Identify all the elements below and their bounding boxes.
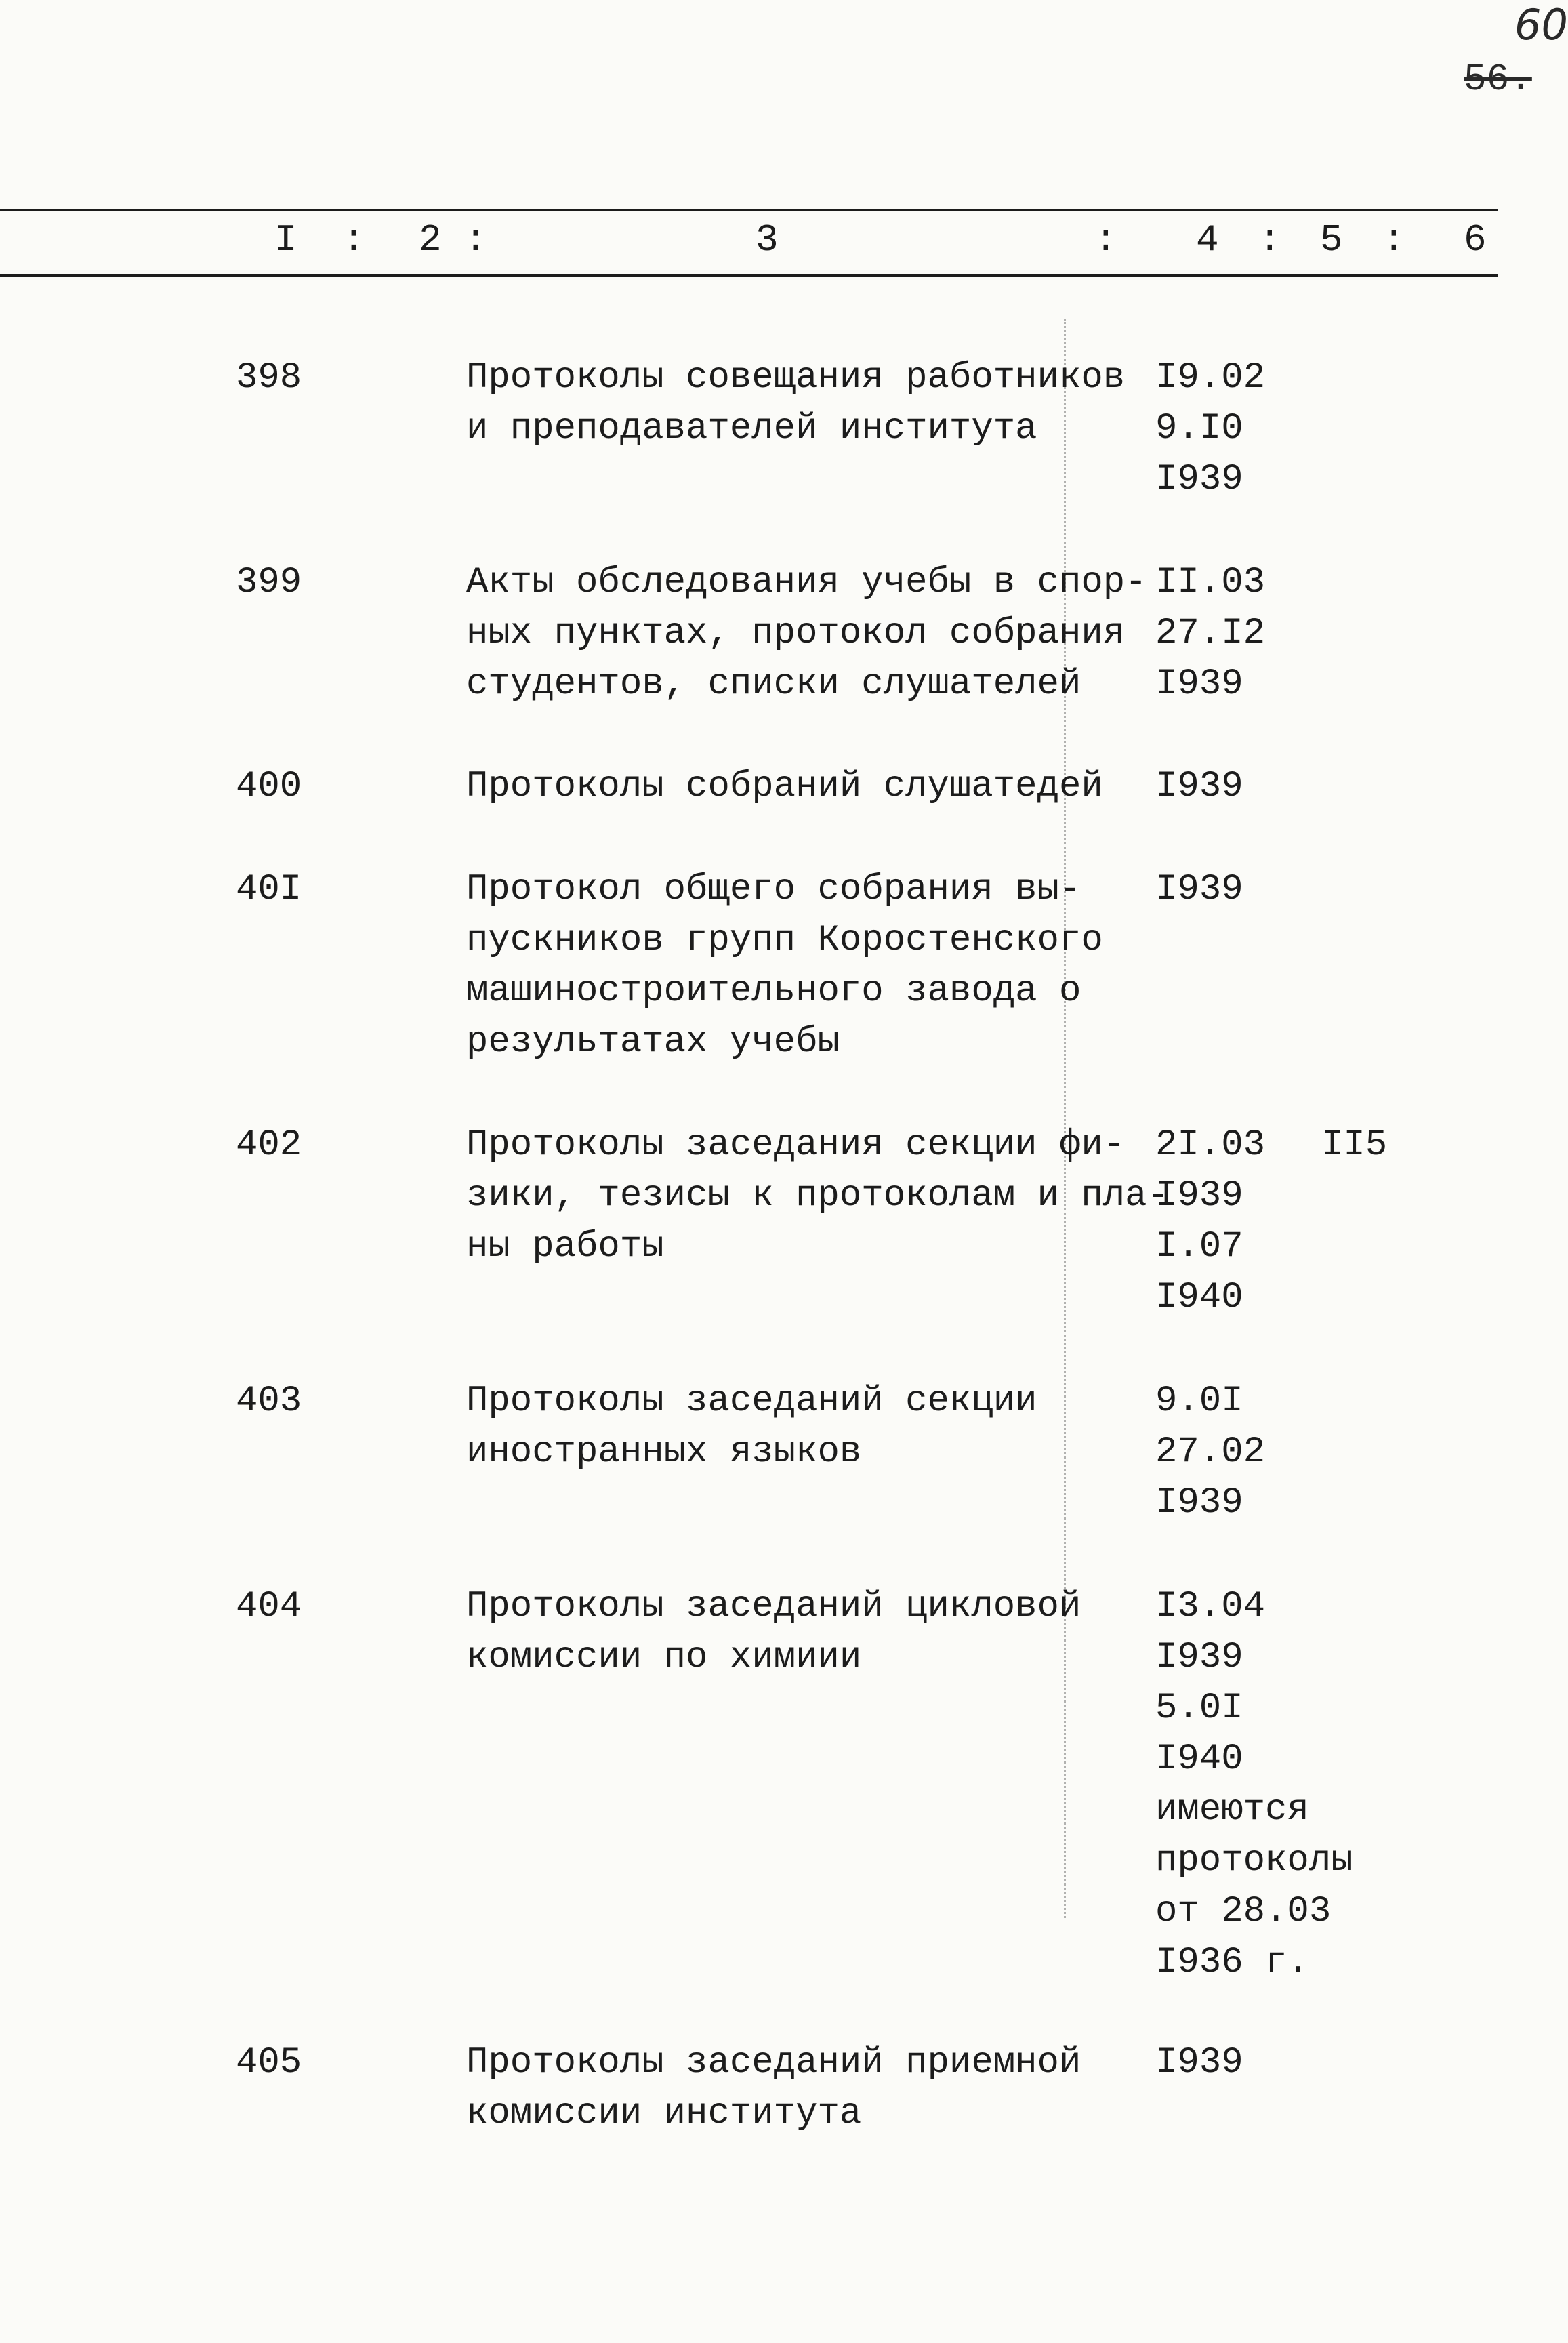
- header-rule-top: [0, 209, 1498, 211]
- row-date-line: I939: [1155, 459, 1243, 500]
- row-number: 400: [236, 766, 302, 807]
- row-title-line: результатах учебы: [466, 1021, 840, 1063]
- header-separator: :: [1258, 218, 1281, 262]
- row-dates: [1155, 864, 1243, 915]
- header-col-4: 4: [1196, 218, 1219, 262]
- row-number: 404: [236, 1586, 302, 1627]
- row-date-line: I939: [1155, 1482, 1243, 1524]
- header-col-1: I: [274, 218, 297, 262]
- row-number: 398: [236, 357, 302, 399]
- row-date-line: I939: [1155, 664, 1243, 705]
- row-title-line: Протоколы собраний слушатедей: [466, 766, 1103, 807]
- row-date-line: I.07: [1155, 1226, 1243, 1267]
- row-date-line: I939: [1155, 869, 1243, 910]
- header-separator: :: [1094, 218, 1117, 262]
- row-date-line: I936 г.: [1155, 1942, 1309, 1983]
- row-title: [466, 1376, 1037, 1478]
- row-date-line: I939: [1155, 766, 1243, 807]
- row-date-line: 5.0I: [1155, 1688, 1243, 1729]
- row-title-line: зики, тезисы к протоколам и пла-: [466, 1175, 1169, 1217]
- row-title-line: Протоколы заседаний секции: [466, 1381, 1037, 1422]
- row-title-line: Протоколы заседания секции фи-: [466, 1124, 1126, 1166]
- row-date-line: 2I.03: [1155, 1124, 1266, 1166]
- row-title: [466, 1581, 1081, 1683]
- row-title-line: иностранных языков: [466, 1431, 862, 1473]
- row-title: [466, 1120, 1169, 1272]
- row-title-line: Протоколы заседаний приемной: [466, 2042, 1081, 2083]
- row-title-line: комиссии института: [466, 2093, 862, 2134]
- row-dates: [1155, 2037, 1243, 2088]
- row-title-line: Протоколы заседаний цикловой: [466, 1586, 1081, 1627]
- row-date-line: II.03: [1155, 562, 1266, 603]
- row-title-line: ных пунктах, протокол собрания: [466, 613, 1126, 654]
- row-title-line: студентов, списки слушателей: [466, 664, 1081, 705]
- header-col-6: 6: [1464, 218, 1487, 262]
- row-number: 402: [236, 1124, 302, 1166]
- row-sheet-count: II5: [1321, 1124, 1388, 1166]
- row-date-line: I939: [1155, 2042, 1243, 2083]
- row-title: [466, 352, 1125, 454]
- row-title-line: Протоколы совещания работников: [466, 357, 1126, 399]
- header-separator: :: [464, 218, 487, 262]
- row-date-line: I940: [1155, 1738, 1243, 1780]
- row-title-line: пускников групп Коростенского: [466, 920, 1103, 961]
- row-date-line: 27.I2: [1155, 613, 1266, 654]
- header-separator: :: [1382, 218, 1405, 262]
- row-number: 399: [236, 562, 302, 603]
- header-col-5: 5: [1320, 218, 1343, 262]
- row-title: [466, 2037, 1081, 2139]
- row-dates: [1155, 1581, 1353, 1988]
- row-date-line: I939: [1155, 1637, 1243, 1678]
- row-date-line: от 28.03: [1155, 1891, 1332, 1932]
- row-title: [466, 557, 1147, 710]
- row-title-line: Протокол общего собрания вы-: [466, 869, 1081, 910]
- row-number: 403: [236, 1381, 302, 1422]
- row-dates: [1155, 1376, 1265, 1528]
- page-number-handwritten: 60: [1514, 0, 1568, 49]
- row-date-line: 9.0I: [1155, 1381, 1243, 1422]
- row-title-line: комиссии по химиии: [466, 1637, 862, 1678]
- row-date-line: имеются: [1155, 1789, 1309, 1831]
- row-dates: [1155, 761, 1243, 812]
- row-title-line: и преподавателей института: [466, 408, 1037, 449]
- row-date-line: 9.I0: [1155, 408, 1243, 449]
- row-dates: [1155, 557, 1265, 710]
- row-title-line: машиностроительного завода о: [466, 971, 1081, 1012]
- row-date-line: I9.02: [1155, 357, 1266, 399]
- row-date-line: протоколы: [1155, 1840, 1353, 1881]
- row-title-line: ны работы: [466, 1226, 664, 1267]
- header-separator: :: [342, 218, 365, 262]
- row-dates: [1155, 1120, 1265, 1323]
- header-col-2: 2: [419, 218, 442, 262]
- row-date-line: 27.02: [1155, 1431, 1266, 1473]
- row-title: [466, 864, 1103, 1067]
- page-number-stamped: 56.: [1464, 58, 1532, 101]
- row-title: [466, 761, 1103, 812]
- row-number: 40I: [236, 869, 302, 910]
- row-date-line: I940: [1155, 1277, 1243, 1318]
- header-col-3: 3: [756, 218, 779, 262]
- row-dates: [1155, 352, 1265, 505]
- row-number: 405: [236, 2042, 302, 2083]
- row-date-line: I3.04: [1155, 1586, 1266, 1627]
- row-date-line: I939: [1155, 1175, 1243, 1217]
- row-title-line: Акты обследования учебы в спор-: [466, 562, 1147, 603]
- header-rule-bottom: [0, 274, 1498, 277]
